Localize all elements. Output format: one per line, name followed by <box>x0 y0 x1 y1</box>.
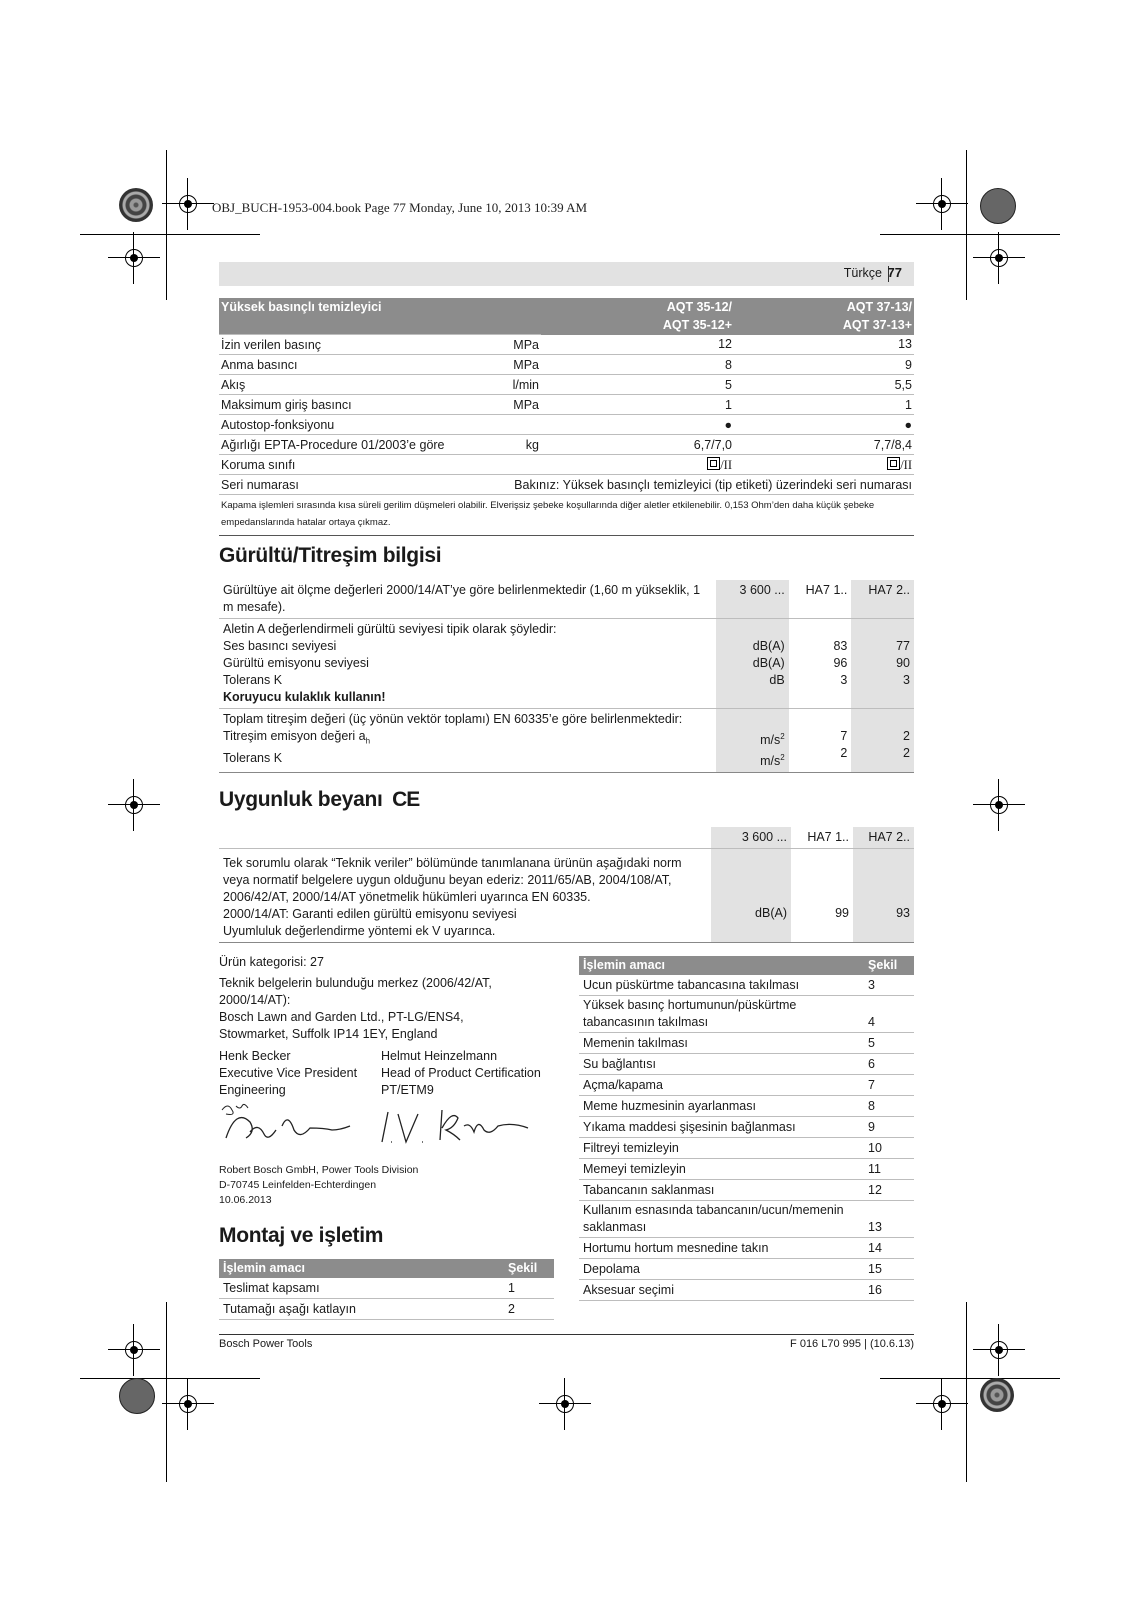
table-row: Filtreyi temizleyin 10 <box>579 1138 914 1159</box>
registration-mark-icon <box>122 246 146 270</box>
registration-disc <box>980 1378 1014 1412</box>
registration-disc <box>119 188 153 222</box>
spec-table <box>219 298 914 536</box>
table-row: Seri numarası Bakınız: Yüksek basınçlı temizleyici (tip etiketi) üzerindeki seri numarası <box>219 475 914 495</box>
table-row: Depolama 15 <box>579 1259 914 1280</box>
company-address: Robert Bosch GmbH, Power Tools Division D-70745 Leinfelden-Echterdingen 10.06.2013 <box>219 1164 419 1206</box>
registration-disc <box>980 188 1016 224</box>
registration-mark-icon <box>930 192 954 216</box>
protection-class-icon <box>707 457 720 470</box>
protection-class-icon <box>887 457 900 470</box>
crop-mark <box>880 234 1060 235</box>
spec-title: Yüksek basınçlı temizleyici <box>219 298 481 316</box>
page-number: 77 <box>887 265 902 280</box>
table-row: Autostop-fonksiyonu ● ● <box>219 415 914 435</box>
table-row: Hortumu hortum mesnedine takın 14 <box>579 1238 914 1259</box>
registration-mark-icon <box>930 1392 954 1416</box>
registration-mark-icon <box>122 1338 146 1362</box>
book-header: OBJ_BUCH-1953-004.book Page 77 Monday, June 10, 2013 10:39 AM <box>212 200 588 215</box>
noise-intro: Gürültüye ait ölçme değerleri 2000/14/AT’ye göre belirlenmektedir (1,60 m yükseklik, 1 m mesafe). <box>223 583 701 614</box>
table-row: Kullanım esnasında tabancanın/ucun/memenin saklanması 13 <box>579 1201 914 1238</box>
table-row: Anma basıncı MPa 8 9 <box>219 355 914 375</box>
table-row: Teslimat kapsamı 1 <box>219 1278 554 1299</box>
signature-image <box>216 1098 536 1158</box>
table-row: Meme huzmesinin ayarlanması 8 <box>579 1096 914 1117</box>
model-col-1b: AQT 35-12+ <box>541 316 734 335</box>
crop-mark <box>966 1302 967 1482</box>
conformity-text: Tek sorumlu olarak “Teknik veriler” bölümünde tanımlanana ürünün aşağıdaki norm veya normatif belgelere uygun olduğunu beyan ederiz: 2011/65/AB, 2004/108/AT, 2006/42/AT, 2000/14/AT yönetmelik hükümleri uyarınca EN 60335. <box>223 856 682 904</box>
registration-mark-icon <box>987 793 1011 817</box>
warning-text: Koruyucu kulaklık kullanın! <box>223 690 386 704</box>
signatory-2: Helmut Heinzelmann Head of Product Certification PT/ETM9 <box>381 1049 541 1097</box>
registration-mark-icon <box>122 793 146 817</box>
montaj-table: İşlemin amacı Şekil Teslimat kapsamı 1 Tutamağı aşağı katlayın 2 <box>219 1259 554 1320</box>
model-col-2a: AQT 37-13/ <box>734 298 914 316</box>
table-row: Memenin takılması 5 <box>579 1033 914 1054</box>
crop-mark <box>166 1302 167 1482</box>
registration-mark-icon <box>987 1338 1011 1362</box>
registration-disc <box>119 1378 155 1414</box>
signatory-1: Henk Becker Executive Vice President Engineering <box>219 1049 358 1097</box>
model-col-1a: AQT 35-12/ <box>541 298 734 316</box>
table-row: Açma/kapama 7 <box>579 1075 914 1096</box>
registration-mark-icon <box>176 1392 200 1416</box>
footer-divider <box>219 1334 914 1335</box>
table-row: Tutamağı aşağı katlayın 2 <box>219 1299 554 1320</box>
crop-mark <box>80 234 260 235</box>
table-row: Su bağlantısı 6 <box>579 1054 914 1075</box>
crop-mark <box>966 150 967 300</box>
model-col-2b: AQT 37-13+ <box>734 316 914 335</box>
language-bar <box>219 262 914 286</box>
declaration-block: Ürün kategorisi: 27 Teknik belgelerin bulunduğu merkez (2006/42/AT, 2000/14/AT): Bosch Lawn and Garden Ltd., PT-LG/ENS4, Stowmarket, Suffolk IP14 1EY, England <box>219 955 492 1041</box>
table-row: Akış l/min 5 5,5 <box>219 375 914 395</box>
registration-mark-icon <box>987 246 1011 270</box>
table-row: Maksimum giriş basıncı MPa 1 1 <box>219 395 914 415</box>
montaj-heading: Montaj ve işletim <box>219 1224 384 1247</box>
noise-table: Gürültüye ait ölçme değerleri 2000/14/AT’ye göre belirlenmektedir (1,60 m yükseklik, 1 m mesafe). 3 600 ... HA7 1.. HA7 2.. Aletin A değerlendirmeli gürültü seviyesi tipik olarak şöyledir: Ses basıncı seviyesi Gürültü emisyonu seviyesi Tolerans K Koruyucu kulaklık kullanın! dB(A) dB(A) dB 83 96 3 77 90 3 Toplam titreşim değeri (üç yönün vektör toplamı) EN 60335’e göre belirlenmektedir: Titreşim emisyon değeri $a_h$ Tolerans K $m/s^2$ $m/s^2$ 7 2 2 2 <box>219 580 914 773</box>
registration-mark-icon <box>176 192 200 216</box>
footer-left: Bosch Power Tools <box>219 1338 313 1350</box>
table-row: Yıkama maddesi şişesinin bağlanması 9 <box>579 1117 914 1138</box>
table-row: Koruma sınıfı /II /II <box>219 455 914 475</box>
table-row: Ağırlığı EPTA-Procedure 01/2003’e göre kg 6,7/7,0 7,7/8,4 <box>219 435 914 455</box>
crop-mark <box>166 150 167 300</box>
serial-text: Bakınız: Yüksek basınçlı temizleyici (tip etiketi) üzerindeki seri numarası <box>481 475 914 495</box>
crop-mark <box>880 1378 1060 1379</box>
registration-mark-icon <box>553 1392 577 1416</box>
table-row: Ucun püskürtme tabancasına takılması 3 <box>579 975 914 996</box>
conformity-heading: Uygunluk beyanı CE <box>219 788 420 811</box>
table-row: Memeyi temizleyin 11 <box>579 1159 914 1180</box>
language-label: Türkçe <box>843 266 882 280</box>
table-row: Tabancanın saklanması 12 <box>579 1180 914 1201</box>
footer-right: F 016 L70 995 | (10.6.13) <box>790 1338 914 1350</box>
operations-table: İşlemin amacı Şekil Ucun püskürtme tabancasına takılması 3 Yüksek basınç hortumunun/püskürtme tabancasının takılması 4 Memenin takılması 5 Su bağlantısı 6 Açma/kapama 7 Meme huzmesinin ayarlanması 8 Yıkama maddesi şişesinin bağlanması 9 Filtreyi temizleyin 10 Memeyi temizleyin 11 Tabancanın saklanması 12 Kullanım esnasında tabancanın/ucun/memenin saklanması 13 Hortumu hortum mesnedine takın 14 Depolama 15 Aksesuar seçimi 16 <box>579 956 914 1301</box>
crop-mark <box>80 1378 260 1379</box>
conformity-table: 3 600 ... HA7 1.. HA7 2.. Tek sorumlu olarak “Teknik veriler” bölümünde tanımlanana ürünün aşağıdaki norm veya normatif belgelere uygun olduğunu beyan ederiz: 2011/65/AB, 2004/108/AT, 2006/42/AT, 2000/14/AT yönetmelik hükümleri uyarınca EN 60335. 2000/14/AT: Garanti edilen gürültü emisyonu seviyesi Uyumluluk değerlendirme yöntemi ek V uyarınca. dB(A) 99 93 <box>219 827 914 943</box>
table-row: Yüksek basınç hortumunun/püskürtme tabancasının takılması 4 <box>579 996 914 1033</box>
ce-mark-icon: CE <box>392 788 420 811</box>
table-note: Kapama işlemleri sırasında kısa süreli gerilim düşmeleri olabilir. Elverişsiz şebeke koşullarında diğer aletler etkilenebilir. 0,153 Ohm’den daha küçük şebeke empedanslarında hatalar ortaya çıkmaz. <box>219 495 914 536</box>
spec-header-row <box>219 298 914 316</box>
table-row: Aksesuar seçimi 16 <box>579 1280 914 1301</box>
table-row: İzin verilen basınç MPa 12 13 <box>219 335 914 355</box>
noise-heading: Gürültü/Titreşim bilgisi <box>219 544 442 567</box>
